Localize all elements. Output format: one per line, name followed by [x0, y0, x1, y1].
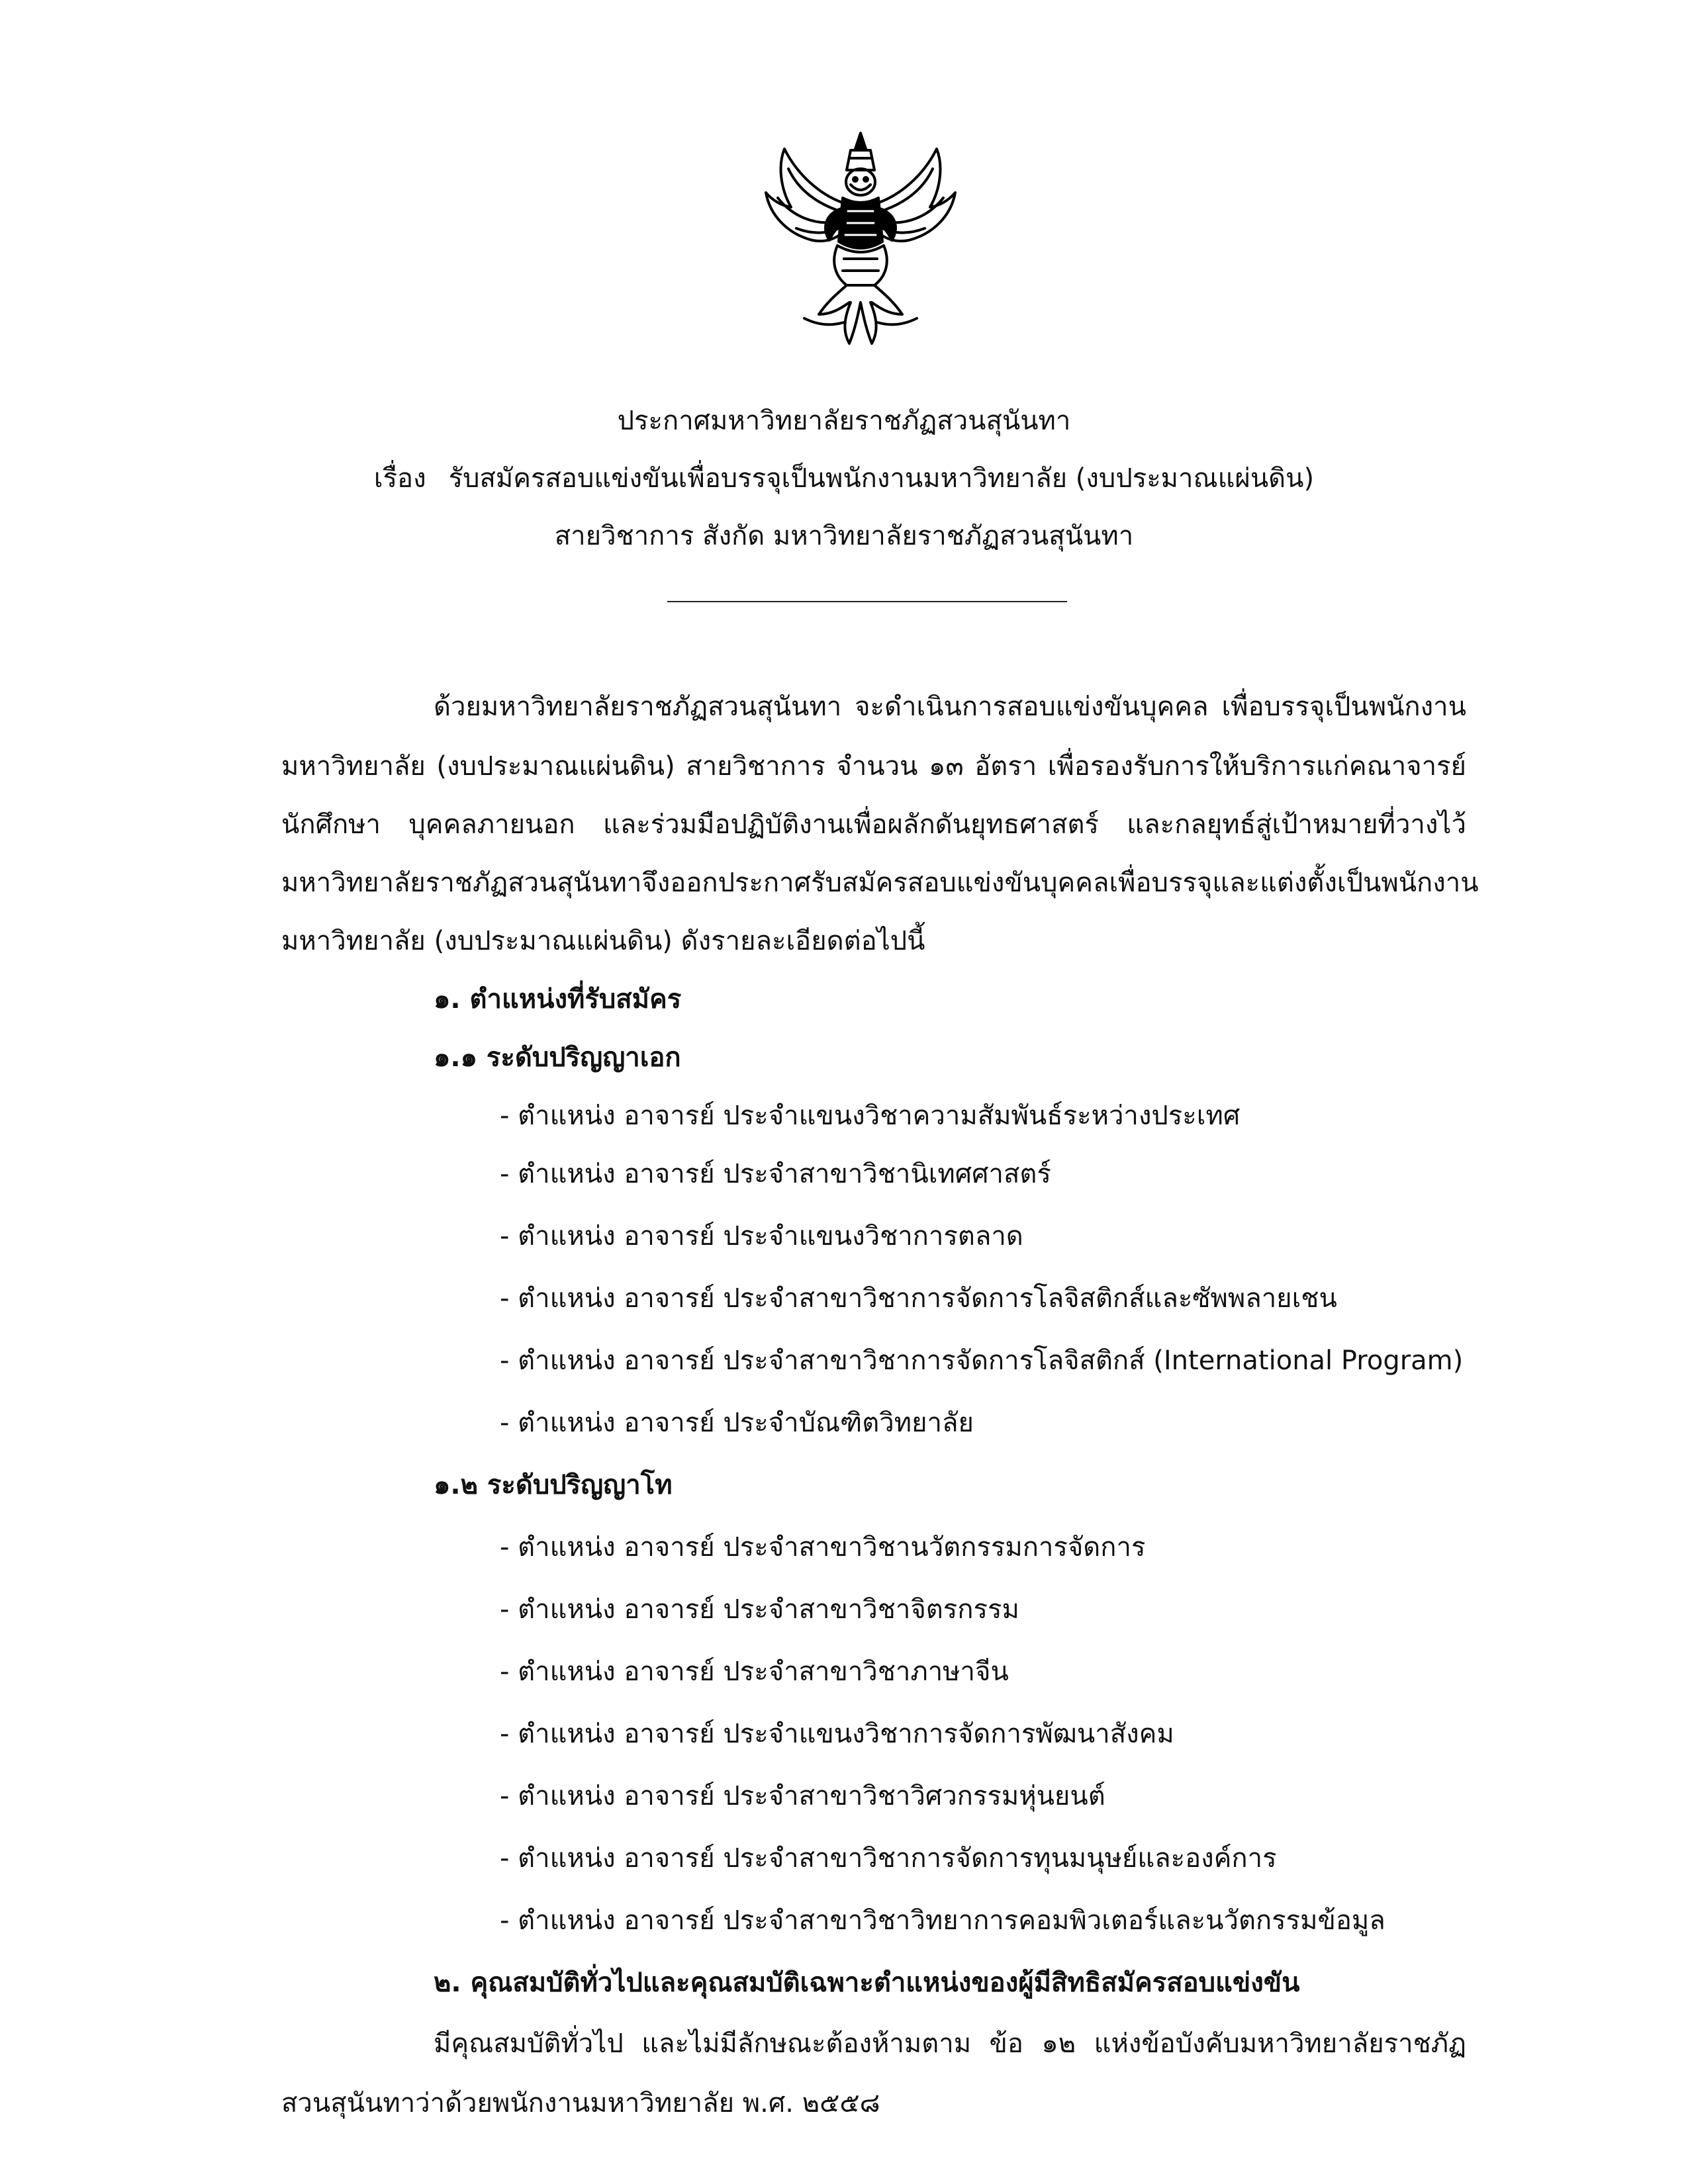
section-2-line-1-word: และไม่มีลักษณะต้องห้ามตาม: [641, 2028, 972, 2059]
intro-line-2-word: (งบประมาณแผ่นดิน): [436, 751, 675, 782]
section-2-line-1: [434, 2025, 1466, 2062]
position-item: - ตำแหน่ง อาจารย์ ประจำแขนงวิชาการจัดการพัฒนาสังคม: [500, 1719, 1174, 1749]
intro-line-1: [434, 688, 1466, 725]
intro-line-4-word: เป็นพนักงาน: [1336, 868, 1479, 898]
announcement-subtitle: สายวิชาการ สังกัด มหาวิทยาลัยราชภัฏสวนสุนันทา: [554, 521, 1134, 551]
intro-line-5: มหาวิทยาลัย (งบประมาณแผ่นดิน) ดังรายละเอียดต่อไปนี้: [281, 926, 925, 956]
position-item: - ตำแหน่ง อาจารย์ ประจำสาขาวิชาวิทยาการคอมพิวเตอร์และนวัตกรรมข้อมูล: [500, 1905, 1385, 1936]
intro-line-3-word: บุคคลภายนอก: [408, 809, 575, 840]
position-item: - ตำแหน่ง อาจารย์ ประจำสาขาวิชาการจัดการโลจิสติกส์และซัพพลายเชน: [500, 1283, 1337, 1314]
garuda-emblem: [758, 129, 963, 347]
section-1-2-heading: ๑.๒ ระดับปริญญาโท: [434, 1470, 673, 1500]
position-item: - ตำแหน่ง อาจารย์ ประจำแขนงวิชาความสัมพันธ์ระหว่างประเทศ: [500, 1101, 1241, 1131]
section-2-line-1-word: ๑๒: [1041, 2028, 1076, 2059]
intro-line-1-word: ด้วยมหาวิทยาลัยราชภัฏสวนสุนันทา: [434, 692, 842, 722]
position-item: - ตำแหน่ง อาจารย์ ประจำสาขาวิชานิเทศศาสตร์: [500, 1159, 1051, 1189]
intro-line-1-word: จะดำเนินการสอบแข่งขันบุคคล: [855, 692, 1209, 722]
position-item: - ตำแหน่ง อาจารย์ ประจำสาขาวิชาการจัดการทุนมนุษย์และองค์การ: [500, 1843, 1277, 1874]
intro-line-2-word: ๑๓: [928, 751, 964, 782]
intro-line-4: [281, 864, 1479, 901]
announcement-title: ประกาศมหาวิทยาลัยราชภัฏสวนสุนันทา: [617, 406, 1071, 436]
position-item: - ตำแหน่ง อาจารย์ ประจำสาขาวิชาการจัดการโลจิสติกส์ (International Program): [500, 1345, 1464, 1376]
position-item: - ตำแหน่ง อาจารย์ ประจำสาขาวิชาจิตรกรรม: [500, 1594, 1019, 1625]
intro-line-1-word: เพื่อบรรจุเป็นพนักงาน: [1221, 692, 1466, 722]
subject-label: เรื่อง: [373, 463, 426, 494]
intro-line-4-word: มหาวิทยาลัยราชภัฏสวนสุนันทาจึงออกประกาศรับสมัครสอบแข่งขันบุคคลเพื่อบรรจุและแต่งตั้ง: [281, 868, 1337, 898]
intro-line-2: [281, 748, 1466, 785]
intro-line-2-word: จำนวน: [836, 751, 918, 782]
intro-line-2-word: สายวิชาการ: [686, 751, 825, 782]
position-item: - ตำแหน่ง อาจารย์ ประจำบัณฑิตวิทยาลัย: [500, 1408, 974, 1438]
header-divider: [667, 601, 1067, 602]
section-2-line-1-word: ข้อ: [989, 2028, 1023, 2059]
intro-line-3: [281, 806, 1466, 843]
intro-line-3-word: และร่วมมือปฏิบัติงานเพื่อผลักดันยุทธศาสตร์: [603, 809, 1099, 840]
section-1-1-heading: ๑.๑ ระดับปริญญาเอก: [434, 1042, 681, 1073]
section-2-line-1-word: มีคุณสมบัติทั่วไป: [434, 2028, 624, 2059]
section-2-line-1-word: แห่งข้อบังคับมหาวิทยาลัยราชภัฏ: [1094, 2028, 1466, 2059]
intro-line-3-word: และกลยุทธ์สู่เป้าหมายที่วางไว้: [1127, 809, 1466, 840]
intro-line-3-word: นักศึกษา: [281, 809, 381, 840]
position-item: - ตำแหน่ง อาจารย์ ประจำแขนงวิชาการตลาด: [500, 1221, 1023, 1251]
position-item: - ตำแหน่ง อาจารย์ ประจำสาขาวิชานวัตกรรมการจัดการ: [500, 1532, 1146, 1563]
intro-line-2-word: เพื่อรองรับการให้บริการแก่คณาจารย์: [1047, 751, 1466, 782]
position-item: - ตำแหน่ง อาจารย์ ประจำสาขาวิชาภาษาจีน: [500, 1657, 1009, 1687]
intro-line-2-word: อัตรา: [974, 751, 1037, 782]
announcement-subject: [0, 460, 1688, 497]
subject-text: รับสมัครสอบแข่งขันเพื่อบรรจุเป็นพนักงานมหาวิทยาลัย (งบประมาณแผ่นดิน): [448, 463, 1315, 494]
section-1-heading: ๑. ตำแหน่งที่รับสมัคร: [434, 984, 682, 1015]
position-item: - ตำแหน่ง อาจารย์ ประจำสาขาวิชาวิศวกรรมหุ่นยนต์: [500, 1781, 1105, 1811]
section-2-heading: ๒. คุณสมบัติทั่วไปและคุณสมบัติเฉพาะตำแหน่งของผู้มีสิทธิสมัครสอบแข่งขัน: [434, 1968, 1300, 1998]
section-2-line-2: สวนสุนันทาว่าด้วยพนักงานมหาวิทยาลัย พ.ศ. ๒๕๕๘: [281, 2088, 880, 2118]
intro-line-2-word: มหาวิทยาลัย: [281, 751, 426, 782]
